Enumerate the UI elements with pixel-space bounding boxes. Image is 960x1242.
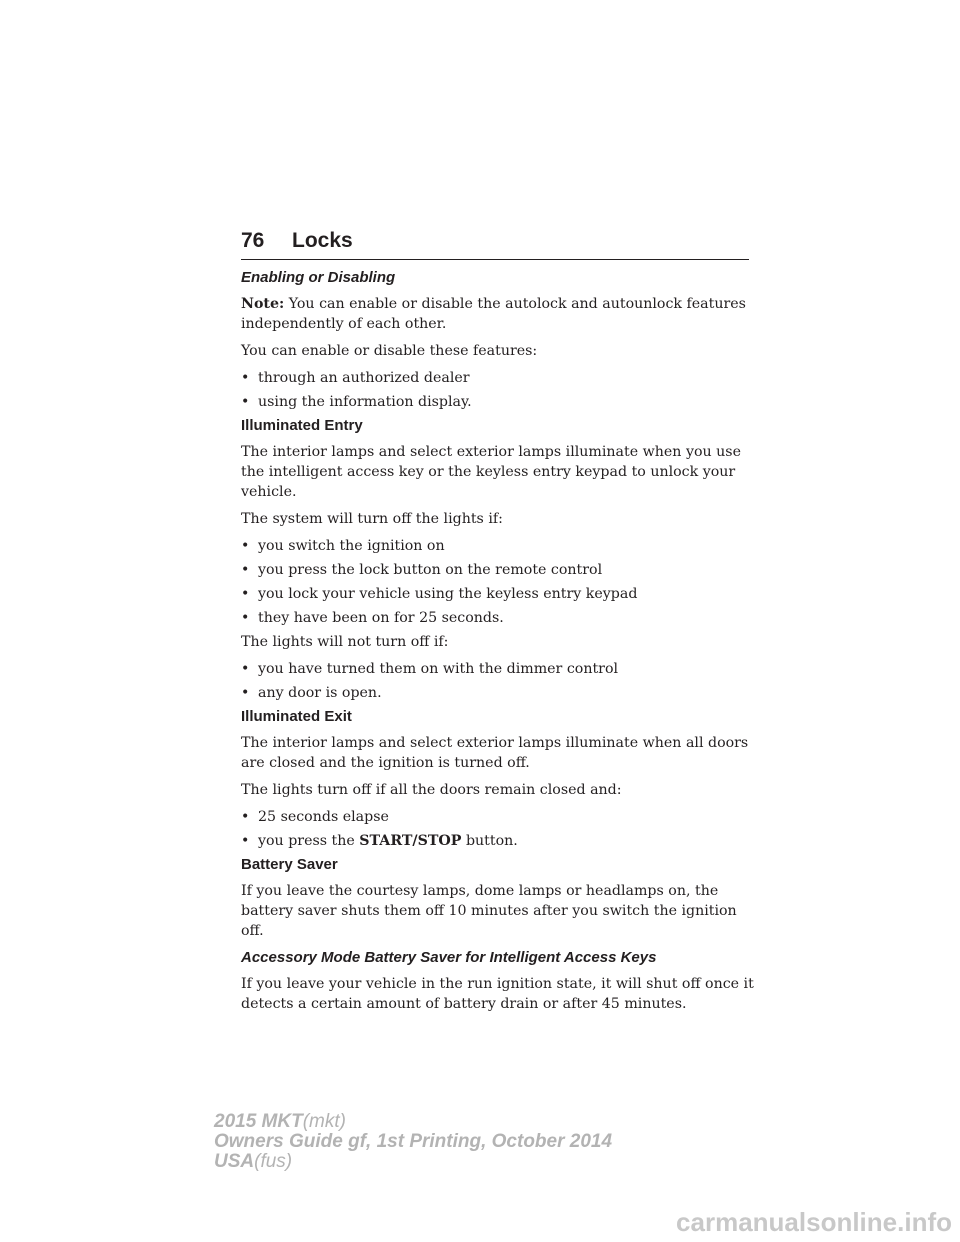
list-item-text: they have been on for 25 seconds. — [258, 610, 504, 626]
print-footer — [214, 1112, 612, 1172]
bullet-icon: • — [241, 538, 250, 554]
list-item-text: using the information display. — [258, 394, 472, 410]
list-item-text — [258, 831, 518, 851]
page-number: 76 — [241, 229, 265, 252]
list-item — [241, 368, 756, 388]
bullet-icon: • — [241, 586, 250, 602]
list-item — [241, 392, 756, 412]
heading-battery-saver: Battery Saver — [241, 856, 338, 873]
exit-paragraph-1: The interior lamps and select exterior lamps illuminate when all doors are closed and the ignition is turned off. — [241, 735, 749, 771]
list-item — [241, 659, 756, 679]
list-item — [241, 807, 756, 827]
list-item — [241, 831, 756, 851]
bullet-suffix: button. — [461, 833, 518, 849]
list-item-text: you lock your vehicle using the keyless entry keypad — [258, 586, 638, 602]
accessory-paragraph: If you leave your vehicle in the run ignition state, it will shut off once it detects a certain amount of battery drain or after 45 minutes. — [241, 976, 754, 1012]
note-paragraph — [241, 294, 756, 334]
footer-model: 2015 MKT — [214, 1111, 303, 1132]
heading-accessory-mode: Accessory Mode Battery Saver for Intelligent Access Keys — [241, 949, 657, 966]
bullet-icon: • — [241, 809, 250, 825]
exit-paragraph-2: The lights turn off if all the doors remain closed and: — [241, 782, 622, 798]
entry-paragraph-1: The interior lamps and select exterior lamps illuminate when you use the intelligent access key or the keyless entry keypad to unlock your vehicle. — [241, 444, 741, 500]
list-item — [241, 584, 756, 604]
watermark: carmanualsonline.info — [676, 1207, 952, 1237]
list-item-text: 25 seconds elapse — [258, 809, 389, 825]
bullet-icon: • — [241, 370, 250, 386]
bullet-icon: • — [241, 685, 250, 701]
entry-paragraph-3: The lights will not turn off if: — [241, 634, 449, 650]
list-item-text: any door is open. — [258, 685, 382, 701]
bullet-icon: • — [241, 661, 250, 677]
list-item — [241, 536, 756, 556]
list-item-text: you press the lock button on the remote control — [258, 562, 603, 578]
list-item-text: you have turned them on with the dimmer control — [258, 661, 619, 677]
footer-market-code: (fus) — [254, 1151, 293, 1172]
list-item — [241, 560, 756, 580]
footer-line-3 — [214, 1152, 612, 1172]
enabling-intro: You can enable or disable these features: — [241, 343, 538, 359]
heading-illuminated-exit: Illuminated Exit — [241, 708, 352, 725]
bullet-icon: • — [241, 562, 250, 578]
start-stop-label: START/STOP — [359, 833, 462, 849]
note-label: Note: — [241, 296, 285, 312]
note-text: You can enable or disable the autolock and autounlock features independently of each other. — [241, 296, 746, 332]
footer-line-1 — [214, 1112, 612, 1132]
battery-paragraph: If you leave the courtesy lamps, dome lamps or headlamps on, the battery saver shuts them off 10 minutes after you switch the ignition off. — [241, 883, 737, 939]
bullet-icon: • — [241, 610, 250, 626]
list-item — [241, 683, 756, 703]
footer-model-code: (mkt) — [302, 1111, 346, 1132]
page-content — [241, 268, 756, 1021]
list-item — [241, 608, 756, 628]
heading-enabling: Enabling or Disabling — [241, 269, 396, 286]
list-item-text: through an authorized dealer — [258, 370, 470, 386]
footer-line-2: Owners Guide gf, 1st Printing, October 2014 — [214, 1131, 613, 1152]
bullet-icon: • — [241, 394, 250, 410]
entry-paragraph-2: The system will turn off the lights if: — [241, 511, 503, 527]
page-header — [241, 229, 749, 260]
list-item-text: you switch the ignition on — [258, 538, 445, 554]
bullet-prefix: you press the — [258, 833, 360, 849]
chapter-title: Locks — [292, 229, 353, 252]
footer-market: USA — [214, 1151, 255, 1172]
heading-illuminated-entry: Illuminated Entry — [241, 417, 363, 434]
bullet-icon: • — [241, 833, 250, 849]
